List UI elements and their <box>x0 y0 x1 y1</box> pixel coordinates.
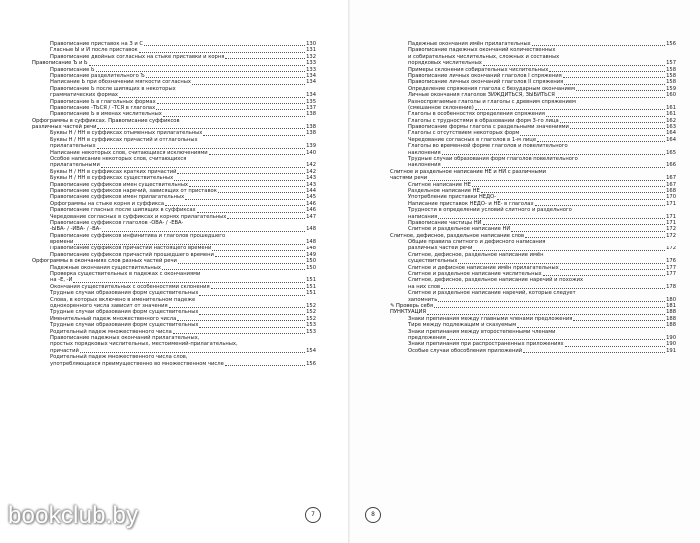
toc-dot-leader <box>442 154 665 155</box>
toc-entry <box>32 361 316 367</box>
toc-dot-leader <box>441 288 665 289</box>
toc-dot-leader <box>96 71 306 72</box>
toc-entry-page: 138 <box>306 130 316 137</box>
toc-dot-leader <box>89 65 306 66</box>
toc-dot-leader <box>203 135 305 136</box>
toc-dot-leader <box>185 199 305 200</box>
toc-entry-title: -ЫВА- / -ИВА- / -ВА- <box>50 226 102 233</box>
toc-entry-title: Правописание приставок на З и С <box>50 41 143 47</box>
toc-entry-page: 171 <box>666 219 676 226</box>
toc-entry-title: времени <box>50 239 74 246</box>
toc-entry-page: 135 <box>306 98 316 105</box>
toc-entry-title: Буквы Н / НН в суффиксах кратких причастий <box>50 168 177 175</box>
toc-entry-title: Слитное и раздельное написание НЕ и НИ с различными <box>390 168 547 175</box>
toc-entry-page: 172 <box>666 232 676 239</box>
toc-entry-page: 172 <box>666 226 676 233</box>
toc-entry-title: Правописание разделительного Ъ <box>50 72 145 79</box>
toc-entry-title: Тире между подлежащим и сказуемым <box>408 322 517 329</box>
toc-entry-title: Слитное и дефисное написание имён прилагательных <box>408 264 559 271</box>
toc-entry-page: 158 <box>666 66 676 73</box>
toc-entry-page: 153 <box>306 322 316 329</box>
toc-entry-title: Правописание падежных окончаний прилагательных, <box>50 334 200 341</box>
toc-entry-page: 150 <box>306 258 316 265</box>
toc-entry-title: Орфограммы в окончаниях слов разных частей речи <box>32 258 177 265</box>
toc-entry-title: Правописание суффиксов причастий настоящего времени <box>50 245 212 252</box>
toc-entry-page: 146 <box>306 200 316 207</box>
toc-dot-leader <box>192 84 305 85</box>
toc-dot-leader <box>199 327 305 328</box>
toc-dot-leader <box>218 192 305 193</box>
toc-entry-page: 156 <box>306 360 316 367</box>
toc-entry-title: Знаки препинания при распространенных приложениях <box>408 341 564 348</box>
toc-entry <box>390 348 676 354</box>
toc-entry-page: 133 <box>306 66 316 73</box>
toc-entry-title: Слитное написание НЕ <box>408 181 471 188</box>
toc-entry-page: 164 <box>666 136 676 143</box>
toc-entry-page: 137 <box>306 104 316 111</box>
toc-dot-leader <box>177 320 305 321</box>
toc-entry-page: 152 <box>306 315 316 322</box>
toc-entry-page: 181 <box>666 303 676 309</box>
toc-dot-leader <box>537 141 665 142</box>
toc-entry-title: написания <box>408 213 438 220</box>
toc-entry-page: 138 <box>306 124 316 131</box>
toc-entry-page: 150 <box>306 264 316 271</box>
toc-dot-leader <box>225 365 305 366</box>
toc-dot-leader <box>74 244 305 245</box>
right-page <box>350 0 700 543</box>
toc-entry-title: предложения <box>408 334 446 341</box>
toc-dot-leader <box>473 250 665 251</box>
toc-dot-leader <box>438 301 665 302</box>
toc-entry-title: запомнить <box>408 296 438 303</box>
toc-entry-title: Правописание падежных окончаний количественных <box>408 47 556 54</box>
toc-dot-leader <box>511 231 665 232</box>
toc-entry-page: 191 <box>666 347 676 354</box>
toc-entry-title: существительных <box>408 258 458 265</box>
toc-dot-leader <box>483 65 665 66</box>
toc-dot-leader <box>576 90 665 91</box>
toc-entry-title: Правописание двойных согласных на стыке приставки и корня <box>50 53 225 60</box>
toc-entry-page: 177 <box>666 271 676 278</box>
toc-entry-title: наклонения <box>408 149 441 156</box>
toc-entry-title: различных частей речи <box>408 245 473 252</box>
toc-dot-leader <box>211 288 306 289</box>
toc-dot-leader <box>215 256 305 257</box>
toc-dot-leader <box>177 173 305 174</box>
toc-entry-page: 154 <box>306 347 316 354</box>
toc-entry-page: 147 <box>306 213 316 220</box>
toc-entry-title: Правописание суффиксов имен существительных <box>50 181 188 188</box>
toc-entry-title: ✎ Проверь себя <box>390 303 433 309</box>
toc-dot-leader <box>102 231 305 232</box>
toc-entry-page: 144 <box>306 187 316 194</box>
toc-entry-title: Родительный падеж множественного числа <box>50 328 172 335</box>
toc-entry-title: Употребление приставки НЕДО- <box>408 194 497 201</box>
toc-entry-title: Правописание Ь в глагольных формах <box>50 98 156 105</box>
toc-entry-title: Особые случаи обособления приложений <box>408 347 523 354</box>
toc-entry-title: Трудные случаи образования форм существительных <box>50 290 199 297</box>
toc-dot-leader <box>546 116 665 117</box>
toc-dot-leader <box>209 154 305 155</box>
toc-dot-leader <box>481 192 665 193</box>
toc-entry-title: Правописание суффиксов имен прилагательных <box>50 194 185 201</box>
toc-dot-leader <box>212 250 305 251</box>
toc-entry-page: 160 <box>666 92 676 99</box>
toc-entry-title: на них слов <box>408 283 441 290</box>
toc-entry-page: 131 <box>306 47 316 54</box>
toc-entry-page: 143 <box>306 175 316 182</box>
toc-dot-leader <box>458 263 665 264</box>
toc-entry-page: 149 <box>306 251 316 258</box>
toc-dot-leader <box>532 45 665 46</box>
toc-dot-leader <box>573 320 665 321</box>
toc-entry-title: Правописание суффиксов наречий, зависящих от приставок <box>50 187 217 194</box>
toc-entry-page: 157 <box>666 60 676 67</box>
toc-entry-title: Слитное, дефисное, раздельное написание имён <box>408 251 544 258</box>
toc-entry-title: Чередование согласных в глаголов в 1-м лице <box>408 136 537 143</box>
toc-entry-title: однокоренного числа зависит от значения <box>50 303 168 309</box>
toc-dot-leader <box>564 84 665 85</box>
toc-entry-page: 156 <box>666 41 676 47</box>
toc-dot-leader <box>156 109 305 110</box>
toc-dot-leader <box>427 314 665 315</box>
toc-dot-leader <box>438 218 665 219</box>
toc-entry-title: Правописание личных окончаний глаголов I спряжения <box>408 72 562 79</box>
toc-entry-page: 162 <box>666 117 676 124</box>
toc-entry-page: 190 <box>666 334 676 341</box>
toc-entry-page: 134 <box>306 72 316 79</box>
toc-dot-leader <box>483 224 666 225</box>
toc-entry-title: прилагательных <box>50 143 96 150</box>
toc-entry-title: и собирательных числительных, сложных и составных <box>408 53 560 60</box>
toc-dot-leader <box>119 97 305 98</box>
toc-entry-title: Разноспрягаемые глаголы и глаголы с древним спряжением <box>408 98 576 105</box>
toc-entry-title: Правописание суффиксов глаголов -ОВА- / -ЕВА- <box>50 219 184 226</box>
toc-dot-leader <box>556 97 665 98</box>
toc-entry-page: 159 <box>666 85 676 92</box>
toc-entry-page: 167 <box>666 181 676 188</box>
toc-entry-title: Буквы Н / НН в суффиксах существительных <box>50 175 174 182</box>
toc-entry-title: Слитное и раздельное написание НИ <box>408 226 511 233</box>
toc-entry-title: Правописание Ь <box>50 66 95 73</box>
toc-entry-page: 188 <box>666 315 676 322</box>
toc-entry-page: 170 <box>666 194 676 201</box>
toc-entry-title: частями речи <box>390 175 428 182</box>
toc-entry-title: Правописание формы глагола с раздельными значениями <box>408 124 569 131</box>
toc-entry-page: 145 <box>306 194 316 201</box>
toc-entry-page: 165 <box>666 149 676 156</box>
toc-entry-title: простых порядковых числительных, местоимений-прилагательных, <box>50 341 238 348</box>
toc-entry-title: Трудные случаи образования форм существительных <box>50 322 199 329</box>
toc-entry-page: 164 <box>666 130 676 137</box>
toc-entry-page: 171 <box>666 200 676 207</box>
toc-entry-title: ПУНКТУАЦИЯ <box>390 309 427 316</box>
toc-entry-page: 148 <box>306 239 316 246</box>
toc-entry-page: 166 <box>666 162 676 169</box>
toc-entry-title: Чередование согласных в суффиксах и корнях прилагательных <box>50 213 227 220</box>
watermark-logo: bookclub.by <box>8 502 139 529</box>
toc-dot-leader <box>475 109 665 110</box>
toc-entry-page: 142 <box>306 168 316 175</box>
toc-dot-leader <box>80 352 305 353</box>
toc-dot-leader <box>520 135 665 136</box>
toc-entry-title: (смешанное склонение) <box>408 104 474 111</box>
toc-entry-page: 151 <box>306 290 316 297</box>
toc-entry-page: 133 <box>306 60 316 67</box>
toc-entry-title: Написание приставок НЕДО- и НЕ- в глаголах <box>408 200 534 207</box>
toc-entry-page: 188 <box>666 309 676 316</box>
toc-entry-title: Написание некоторых слов, считающихся исключениями <box>50 149 208 156</box>
toc-dot-leader <box>428 180 665 181</box>
toc-entry-page: 158 <box>666 79 676 86</box>
toc-entry-title: Глаголы во временной форме глаголов и повелительного <box>408 143 568 150</box>
toc-entry-title: грамматических формах <box>50 92 118 99</box>
toc-entry-title: Правописание суффиксов причастий прошедшего времени <box>50 251 214 258</box>
toc-dot-leader <box>497 199 665 200</box>
toc-dot-leader <box>162 269 305 270</box>
toc-entry-title: Глаголы с отсутствием некоторых форм <box>408 130 520 137</box>
toc-entry-title: Примеры склонения собирательных числительных <box>408 66 549 73</box>
right-page-number: 8 <box>365 507 381 523</box>
toc-dot-leader <box>543 275 665 276</box>
toc-entry-page: 161 <box>666 104 676 111</box>
toc-dot-leader <box>163 116 305 117</box>
toc-entry-title: Правописание Ь после шипящих в некоторых <box>50 85 176 92</box>
toc-entry-title: Буквы Н / НН в суффиксах причастий и отглагольных <box>50 136 198 143</box>
left-page-number: 7 <box>305 507 321 523</box>
toc-entry-title: Слитное, дефисное, раздельное написание слов <box>390 232 525 239</box>
toc-dot-leader <box>165 205 305 206</box>
toc-entry-title: Слова, в которых включено в именительном падеже <box>50 296 196 303</box>
toc-dot-leader <box>173 333 305 334</box>
toc-entry-title: Родительный падеж множественного числа слов, <box>50 354 188 361</box>
toc-entry-page: 143 <box>306 181 316 188</box>
toc-entry-title: Буквы Н / НН в суффиксах отыменных прилагательных <box>50 130 203 137</box>
toc-entry-title: Орфограммы в суффиксах. Правописание суффиксов <box>32 117 180 124</box>
toc-entry-title: Слитное, дефисное, раздельное написание наречий и похожих <box>408 277 584 284</box>
toc-entry-title: Раздельное написание НЕ <box>408 187 480 194</box>
toc-entry-title: Знаки препинания между второстепенными членами <box>408 328 556 335</box>
toc-entry-page: 152 <box>306 303 316 309</box>
toc-dot-leader <box>73 282 305 283</box>
toc-dot-leader <box>144 45 305 46</box>
toc-left <box>32 41 316 367</box>
toc-entry-title: Написание Ь при обозначении мягкости согласных <box>50 79 191 86</box>
toc-entry-title: Трудные случаи образования форм существительных <box>50 309 199 316</box>
toc-entry-title: Падежные окончания существительных <box>50 264 161 271</box>
toc-entry-title: Гласные Ы и И после приставок <box>50 47 138 54</box>
toc-dot-leader <box>97 128 305 129</box>
toc-dot-leader <box>560 122 665 123</box>
toc-entry-title: употребляющихся преимущественно во множественном числе <box>50 360 224 367</box>
toc-entry-page: 163 <box>666 124 676 131</box>
toc-entry-page: 132 <box>306 53 316 60</box>
toc-entry-title: Правописание Ь в именах числительных <box>50 111 162 118</box>
toc-entry-title: Правописание -ТЬСЯ / -ТСЯ в глаголах <box>50 104 156 111</box>
toc-entry-title: Определение спряжения глагола с безударным окончанием <box>408 85 575 92</box>
toc-entry-page: 161 <box>666 111 676 118</box>
toc-entry-title: Орфограммы на стыке корня и суффикса <box>50 200 165 207</box>
toc-entry-page: 138 <box>306 111 316 118</box>
toc-dot-leader <box>227 218 305 219</box>
toc-dot-leader <box>535 205 666 206</box>
toc-dot-leader <box>517 327 665 328</box>
toc-entry-page: 180 <box>666 296 676 303</box>
toc-entry-title: Окончания существительных с особенностями склонения <box>50 283 210 290</box>
toc-dot-leader <box>189 186 305 187</box>
toc-dot-leader <box>523 352 665 353</box>
toc-dot-leader <box>442 167 665 168</box>
toc-entry-title: Глаголы в особенностях определения спряжения <box>408 111 545 118</box>
toc-dot-leader <box>101 167 305 168</box>
toc-dot-leader <box>447 339 665 340</box>
toc-entry-page: 177 <box>666 264 676 271</box>
toc-entry-page: 142 <box>306 162 316 169</box>
toc-dot-leader <box>560 269 665 270</box>
toc-entry-title: Проверка существительных в падежах с окончаниями <box>50 271 201 278</box>
toc-entry-page: 151 <box>306 283 316 290</box>
toc-entry-page: 153 <box>306 328 316 335</box>
toc-entry-page: 176 <box>666 258 676 265</box>
toc-entry-page: 146 <box>306 207 316 214</box>
toc-dot-leader <box>139 52 305 53</box>
toc-entry-title: Трудные случаи образования форм глаголов повелительного <box>408 156 578 163</box>
toc-dot-leader <box>178 263 305 264</box>
toc-entry-title: Особое написание некоторых слов, считающихся <box>50 156 187 163</box>
toc-dot-leader <box>97 148 305 149</box>
toc-entry-page: 148 <box>306 226 316 233</box>
toc-entry-page: 139 <box>306 143 316 150</box>
toc-entry-page: 172 <box>666 245 676 252</box>
toc-entry-title: Глаголы с трудностями в образовании форм 3-го лица <box>408 117 559 124</box>
toc-entry-page: 171 <box>666 213 676 220</box>
toc-entry-title: Правописание гласных после шипящих в суффиксах <box>50 207 196 214</box>
toc-entry-title: Правописание суффиксов инфинитива и глаголов прошедшего <box>50 232 226 239</box>
toc-entry-title: Правописание Ъ и Ь <box>32 60 88 67</box>
toc-dot-leader <box>169 307 305 308</box>
toc-dot-leader <box>197 212 306 213</box>
toc-entry-page: 178 <box>666 283 676 290</box>
toc-entry-title: Правописание личных окончаний глаголов II спряжения <box>408 79 564 86</box>
toc-entry-page: 130 <box>306 41 316 47</box>
toc-entry-title: Трудности в определении условий слитного и раздельного <box>408 207 572 214</box>
toc-dot-leader <box>525 237 665 238</box>
toc-entry-title: Падежные окончания имён прилагательных <box>408 41 531 47</box>
toc-entry-page: 188 <box>666 322 676 329</box>
toc-entry-title: Слитное и раздельное написание наречий, которые следует <box>408 290 576 297</box>
toc-entry-title: наклонения <box>408 162 441 169</box>
toc-entry-title: Именительный падеж множественного числа <box>50 315 177 322</box>
toc-right <box>390 41 676 354</box>
toc-entry-title: Слитное и раздельное написание числительных <box>408 271 542 278</box>
toc-entry-title: различных частей речи <box>32 124 97 131</box>
toc-entry-title: Правописание частицы НИ <box>408 219 482 226</box>
toc-entry-title: на -Е, -И <box>50 277 73 284</box>
toc-dot-leader <box>225 58 305 59</box>
toc-entry-title: причастий <box>50 347 79 354</box>
toc-dot-leader <box>199 295 305 296</box>
toc-entry-page: 190 <box>666 341 676 348</box>
toc-entry-page: 158 <box>666 72 676 79</box>
toc-entry-title: Личные окончания глаголов ЗИЖДИТЬСЯ, ЗЫБИТЬСЯ <box>408 92 555 99</box>
toc-entry-title: Общие правила слитного и дефисного написания <box>408 239 546 246</box>
toc-entry-page: 167 <box>666 175 676 182</box>
toc-dot-leader <box>199 314 305 315</box>
toc-entry-page: 148 <box>306 245 316 252</box>
toc-dot-leader <box>434 307 665 308</box>
toc-entry-page: 151 <box>306 277 316 284</box>
toc-entry-page: 134 <box>306 92 316 99</box>
toc-dot-leader <box>146 77 305 78</box>
toc-dot-leader <box>157 103 305 104</box>
toc-entry-page: 134 <box>306 79 316 86</box>
toc-entry-title: прилагательными <box>50 162 100 169</box>
toc-entry-page: 168 <box>666 187 676 194</box>
toc-entry-page: 140 <box>306 149 316 156</box>
toc-dot-leader <box>174 180 305 181</box>
toc-dot-leader <box>549 71 665 72</box>
toc-entry-page: 152 <box>306 309 316 316</box>
toc-dot-leader <box>563 77 665 78</box>
toc-dot-leader <box>472 186 665 187</box>
toc-entry-title: Знаки препинания между главными членами предложения <box>408 315 573 322</box>
toc-entry-title: порядковых числительных <box>408 60 482 67</box>
toc-dot-leader <box>570 128 665 129</box>
toc-dot-leader <box>565 346 666 347</box>
